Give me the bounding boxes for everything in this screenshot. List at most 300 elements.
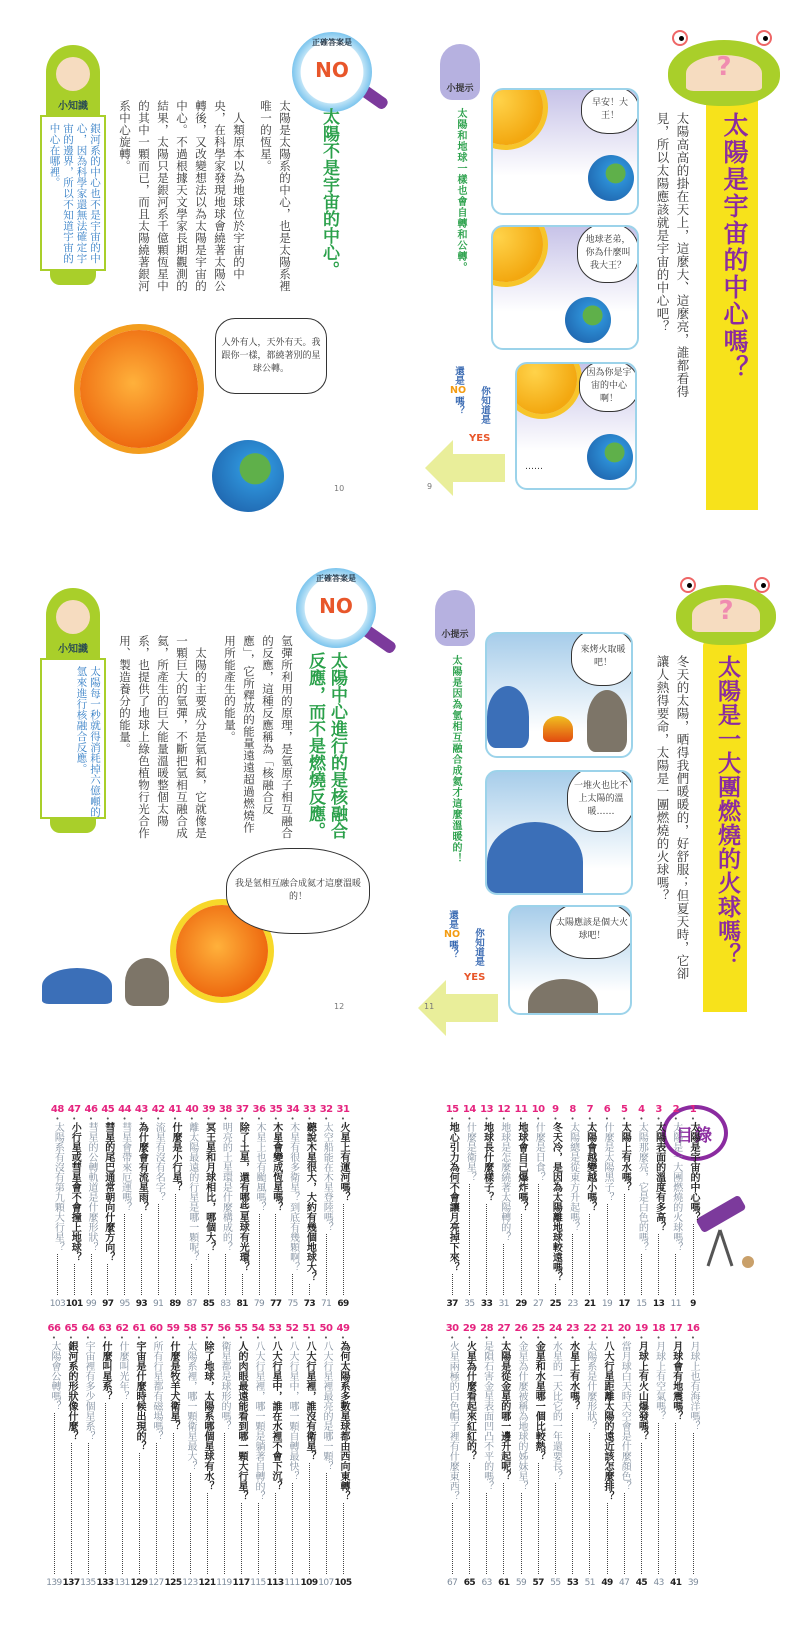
- toc-dotted-leader: [88, 1443, 89, 1574]
- toc-entry-page: 71: [321, 1299, 332, 1309]
- toc-dotted-leader: [589, 1214, 590, 1295]
- sun-speech-bubble: 我是氫相互融合成氦才這麼溫暖的！: [226, 848, 370, 934]
- toc-entry[interactable]: [582, 1323, 598, 1589]
- still-no-text-2: NO: [444, 929, 461, 940]
- toc-entry-number: 59: [166, 1323, 180, 1334]
- earth-character-icon: [565, 297, 611, 343]
- toc-entry-title: 太陽會越變越小嗎？: [584, 1122, 596, 1212]
- toc-entry-page: 73: [303, 1299, 316, 1309]
- toc-bullet: •: [484, 1334, 489, 1342]
- toc-bullet: •: [340, 1334, 346, 1342]
- answer-magnifier-icon: [292, 32, 372, 112]
- arrow-left-icon: [425, 440, 505, 496]
- toc-entry[interactable]: [633, 1104, 649, 1310]
- toc-entry-title: 金星為什麼被稱為地球的姊妹星？: [516, 1341, 527, 1491]
- toc-entry[interactable]: [114, 1323, 130, 1589]
- toc-dotted-leader: [105, 1403, 106, 1574]
- toc-entry-title: 衛星都是球形的嗎？: [219, 1341, 230, 1431]
- toc-dotted-leader: [122, 1403, 123, 1574]
- toc-entry-title: 離太陽最遠的行星是哪一顆呢？: [186, 1122, 198, 1262]
- sun-speech-bubble: 人外有人，天外有天。我跟你一樣，都繞著別的星球公轉。: [215, 318, 327, 394]
- toc-entry[interactable]: [633, 1323, 649, 1589]
- question-alien-icon: ?: [668, 40, 780, 106]
- toc-entry[interactable]: [199, 1323, 215, 1589]
- toc-entry-page: 131: [114, 1578, 130, 1588]
- toc-entry[interactable]: [616, 1104, 632, 1310]
- toc-entry[interactable]: [685, 1323, 701, 1589]
- toc-entry-title: 太陽表面的溫度有多高？: [653, 1122, 665, 1232]
- answer-title: 太陽不是宇宙的中心。: [319, 108, 339, 278]
- toc-entry[interactable]: [301, 1104, 317, 1310]
- toc-bullet: •: [604, 1334, 610, 1342]
- toc-dotted-leader: [74, 1264, 75, 1295]
- toc-entry-number: 56: [217, 1323, 231, 1334]
- toc-entry-page: 57: [532, 1578, 544, 1588]
- toc-bullet: •: [622, 1334, 627, 1342]
- toc-entry-page: 129: [130, 1578, 148, 1588]
- toc-entry[interactable]: [83, 1104, 99, 1310]
- toc-entry-number: 10: [531, 1104, 545, 1115]
- toc-entry-page: 77: [270, 1299, 282, 1309]
- toc-entry-page: 125: [164, 1578, 182, 1588]
- toc-entry-title: 太陽系有沒有第九顆大行星？: [52, 1122, 64, 1252]
- toc-dotted-leader: [141, 1214, 142, 1295]
- speech-bubble: 太陽應該是個大火球吧！: [550, 905, 632, 959]
- toc-entry[interactable]: [479, 1323, 495, 1589]
- toc-entry-title: 小行星或彗星會不會撞上地球？: [69, 1122, 81, 1262]
- toc-dotted-leader: [658, 1234, 659, 1295]
- toc-entry-page: 83: [220, 1299, 231, 1309]
- toc-entry-page: 37: [446, 1299, 458, 1309]
- toc-entry[interactable]: [530, 1323, 546, 1589]
- sun-character-icon: [491, 225, 543, 282]
- toc-entry[interactable]: [496, 1323, 512, 1589]
- toc-entry-page: 19: [601, 1299, 613, 1309]
- toc-entry-page: 43: [653, 1578, 664, 1588]
- toc-dotted-leader: [607, 1204, 608, 1295]
- toc-entry-page: 33: [480, 1299, 493, 1309]
- toc-entry[interactable]: [335, 1104, 351, 1310]
- toc-dotted-leader: [343, 1204, 344, 1295]
- toc-entry-number: 34: [286, 1104, 300, 1115]
- speech-bubble: 早安！大王！: [581, 88, 639, 134]
- toc-entry-page: 25: [549, 1299, 562, 1309]
- toc-bullet: •: [501, 1334, 506, 1342]
- toc-bullet: •: [290, 1115, 295, 1123]
- still-no-label: [450, 366, 466, 415]
- toc-entry-title: 八大行星中，誰在水裡不會下沉？: [270, 1341, 281, 1491]
- toc-entry-title: 宇宙是什麼時候出現的？: [134, 1341, 145, 1451]
- toc-entry[interactable]: [513, 1323, 529, 1589]
- toc-entry-title: 當月球白天時天空會是什麼顏色？: [619, 1341, 631, 1491]
- toc-bullet: •: [238, 1334, 244, 1342]
- toc-entry-number: 21: [600, 1323, 614, 1334]
- toc-entry-number: 53: [268, 1323, 282, 1334]
- toc-dotted-leader: [156, 1443, 157, 1574]
- comic-panel-2: [485, 770, 633, 895]
- toc-bullet: •: [172, 1115, 178, 1123]
- toc-bullet: •: [553, 1334, 558, 1342]
- toc-dotted-leader: [292, 1274, 293, 1295]
- know-yes-label: 你知道是: [479, 386, 490, 424]
- speech-bubble: 因為你是宇宙的中心啊！: [579, 362, 637, 412]
- toc-entry[interactable]: [182, 1323, 198, 1589]
- toc-entry-page: 93: [135, 1299, 148, 1309]
- toc-bullet: •: [102, 1334, 108, 1342]
- toc-entry[interactable]: [46, 1323, 62, 1589]
- toc-entry[interactable]: [318, 1104, 334, 1310]
- page-number: 12: [334, 1002, 345, 1011]
- seal-character-icon: [487, 686, 529, 748]
- toc-dotted-leader: [469, 1463, 470, 1574]
- toc-dotted-leader: [486, 1493, 487, 1574]
- toc-entry-number: 11: [514, 1104, 528, 1115]
- toc-entry[interactable]: [582, 1104, 598, 1310]
- toc-dotted-leader: [658, 1423, 659, 1574]
- toc-bullet: •: [639, 1115, 644, 1123]
- toc-bullet: •: [255, 1334, 261, 1342]
- penguin-character-icon: [125, 958, 169, 1006]
- toc-entry-number: 37: [235, 1104, 249, 1115]
- toc-entry-title: 月球會有地震嗎？: [670, 1341, 682, 1421]
- penguin-character-icon: [528, 979, 598, 1015]
- toc-entry-title: 火星上有運河嗎？: [338, 1122, 349, 1202]
- toc-entry-page: 69: [337, 1299, 349, 1309]
- toc-entry[interactable]: [250, 1323, 266, 1589]
- toc-entry-number: 63: [98, 1323, 112, 1334]
- toc-entry-number: 38: [218, 1104, 232, 1115]
- toc-entry[interactable]: [148, 1323, 164, 1589]
- toc-entry[interactable]: [668, 1323, 684, 1589]
- toc-dotted-leader: [190, 1473, 191, 1574]
- toc-entry[interactable]: [530, 1104, 546, 1310]
- toc-bullet: •: [122, 1115, 127, 1123]
- toc-entry-title: 木星上也有颱風嗎？: [254, 1122, 265, 1212]
- toc-entry-page: 127: [148, 1578, 164, 1588]
- toc-entry[interactable]: [461, 1104, 477, 1310]
- toc-entry-title: 太陽是從金星的哪一邊升起呢？: [498, 1341, 510, 1481]
- toc-entry-page: 75: [287, 1299, 298, 1309]
- toc-entry-page: 39: [687, 1578, 699, 1588]
- toc-dotted-leader: [191, 1264, 192, 1295]
- toc-dotted-leader: [292, 1483, 293, 1574]
- toc-entry-number: 9: [552, 1104, 559, 1115]
- toc-entry-title: 地心引力為何不會讓月亮掉下來？: [447, 1122, 459, 1272]
- toc-entry-page: 111: [284, 1578, 300, 1588]
- toc-entry[interactable]: [167, 1104, 183, 1310]
- toc-entry[interactable]: [547, 1323, 563, 1589]
- toc-entry[interactable]: [133, 1104, 149, 1310]
- toc-entry-title: 地球會自己爆炸嗎？: [516, 1122, 527, 1212]
- toc-entry[interactable]: [184, 1104, 200, 1310]
- toc-entry-page: 87: [186, 1299, 197, 1309]
- toc-dotted-leader: [224, 1433, 225, 1574]
- toc-entry[interactable]: [301, 1323, 317, 1589]
- toc-entry-page: 21: [584, 1299, 596, 1309]
- toc-dotted-leader: [572, 1234, 573, 1295]
- page-title: 太陽是一大團燃燒的火球嗎？: [714, 655, 740, 967]
- toc-entry[interactable]: [599, 1104, 615, 1310]
- toc-dotted-leader: [555, 1483, 556, 1574]
- toc-dotted-leader: [242, 1274, 243, 1295]
- toc-entry[interactable]: [63, 1323, 79, 1589]
- toc-entry-page: 109: [300, 1578, 318, 1588]
- toc-entry[interactable]: [461, 1323, 477, 1589]
- toc-entry[interactable]: [479, 1104, 495, 1310]
- toc-entry-number: 14: [462, 1104, 476, 1115]
- toc-entry-page: 107: [318, 1578, 334, 1588]
- toc-entry-page: 35: [464, 1299, 475, 1309]
- toc-entry-page: 115: [250, 1578, 266, 1588]
- toc-bullet: •: [536, 1115, 541, 1123]
- toc-entry-page: 27: [533, 1299, 544, 1309]
- toc-bullet: •: [604, 1115, 610, 1123]
- toc-entry-number: 20: [617, 1323, 631, 1334]
- know-yes-label: 你知道是: [473, 928, 484, 966]
- toc-dotted-leader: [71, 1443, 72, 1574]
- toc-entry-number: 39: [202, 1104, 216, 1115]
- toc-entry[interactable]: [217, 1104, 233, 1310]
- hint-label: 小提示: [441, 630, 469, 640]
- toc-entry[interactable]: [150, 1104, 166, 1310]
- toc-entry-title: 為何太陽系多數星球都由西向東轉？: [338, 1341, 349, 1501]
- toc-entry-page: 81: [236, 1299, 248, 1309]
- toc-dotted-leader: [225, 1254, 226, 1295]
- toc-entry-title: 流星有沒有名字？: [153, 1122, 165, 1202]
- toc-entry-number: 5: [620, 1104, 628, 1115]
- toc-dotted-leader: [555, 1284, 556, 1295]
- toc-entry-title: 人的肉眼最遠能看到哪一顆大行星？: [236, 1341, 247, 1501]
- toc-bullet: •: [206, 1115, 211, 1123]
- toc-entry-page: 29: [515, 1299, 527, 1309]
- toc-entry-title: 除了地球，太陽系哪個星球有水？: [202, 1341, 213, 1491]
- toc-entry[interactable]: [165, 1323, 181, 1589]
- toc-entry[interactable]: [335, 1323, 351, 1589]
- toc-entry-title: 彗星的尾巴通常朝向什麼方向？: [102, 1122, 114, 1262]
- toc-dotted-leader: [452, 1274, 453, 1295]
- toc-bullet: •: [323, 1334, 329, 1342]
- toc-entry-title: 明亮的土星環是什麼構成的？: [220, 1122, 232, 1252]
- sun-character-icon: [515, 362, 577, 414]
- toc-entry-number: 15: [445, 1104, 459, 1115]
- toc-entry[interactable]: [234, 1104, 250, 1310]
- toc-bullet: •: [307, 1115, 312, 1123]
- toc-entry-title: 銀河系的形狀像什麼？: [66, 1341, 77, 1441]
- toc-entry-title: 所有行星都有磁場嗎？: [151, 1341, 162, 1441]
- toc-entry[interactable]: [97, 1323, 113, 1589]
- toc-dotted-leader: [258, 1503, 259, 1574]
- toc-entry[interactable]: [651, 1323, 667, 1589]
- toc-entry-number: 12: [497, 1104, 511, 1115]
- toc-bullet: •: [587, 1115, 592, 1123]
- toc-bullet: •: [553, 1115, 558, 1123]
- toc-bullet: •: [273, 1115, 278, 1123]
- toc-entry[interactable]: [668, 1104, 684, 1310]
- toc-entry-page: 121: [198, 1578, 216, 1588]
- question-alien-icon: ?: [676, 585, 776, 645]
- speech-bubble: 地球老弟，你為什麼叫我大王？: [577, 225, 639, 283]
- intro-text: 太陽高高的掛在天上，這麼大、這麼亮，誰都看得見，所以太陽應該就是宇宙的中心吧？: [655, 112, 690, 398]
- toc-entry-number: 25: [531, 1323, 545, 1334]
- page-number: 11: [424, 1002, 435, 1011]
- toc-entry[interactable]: [616, 1323, 632, 1589]
- answer-value: NO: [319, 594, 353, 618]
- toc-bullet: •: [622, 1115, 627, 1123]
- toc-bullet: •: [51, 1334, 57, 1342]
- toc-dotted-leader: [521, 1493, 522, 1574]
- toc-entry-title: 宇宙裡有多少個星系？: [83, 1341, 94, 1441]
- sun-character-icon: [80, 330, 198, 448]
- toc-entry-page: 85: [202, 1299, 215, 1309]
- answer-magnifier-icon: [296, 568, 376, 648]
- toc-entry-page: 13: [652, 1299, 665, 1309]
- ellipsis-bubble: ……: [525, 462, 543, 472]
- toc-entry-number: 16: [686, 1323, 700, 1334]
- yes-text: YES: [464, 972, 486, 983]
- toc-entry[interactable]: [651, 1104, 667, 1310]
- toc-entry-page: 49: [601, 1578, 613, 1588]
- toc-dotted-leader: [469, 1184, 470, 1295]
- toc-entry-page: 123: [182, 1578, 198, 1588]
- toc-entry-title: 彗星會帶來厄運嗎？: [119, 1122, 131, 1212]
- toc-entry-number: 27: [497, 1323, 511, 1334]
- toc-entry[interactable]: [318, 1323, 334, 1589]
- toc-entry-title: 什麼是太陽黑子？: [602, 1122, 613, 1202]
- toc-entry[interactable]: [547, 1104, 563, 1310]
- toc-entry-number: 47: [67, 1104, 81, 1115]
- toc-entry-number: 60: [149, 1323, 163, 1334]
- toc-entry[interactable]: [599, 1323, 615, 1589]
- toc-entry-title: 月球上有火山爆發嗎？: [636, 1341, 648, 1441]
- toc-entry-title: 太陽是宇宙的中心嗎？: [688, 1122, 699, 1222]
- hint-text: 太陽和地球一樣也會自轉和公轉。: [455, 108, 466, 273]
- toc-entry-title: 火星兩極的白色帽子裡有什麼東西？: [447, 1341, 459, 1501]
- toc-bullet: •: [690, 1115, 696, 1123]
- toc-entry[interactable]: [513, 1104, 529, 1310]
- toc-entry-title: 地球是怎麼繞著太陽轉的？: [498, 1122, 510, 1242]
- toc-entry-page: 41: [670, 1578, 682, 1588]
- toc-entry-page: 45: [635, 1578, 648, 1588]
- body-paragraph-2: 人類原本以為地球位於宇宙的中央，在科學家發現地球會繞著太陽公轉後，又改變想法以為太陽是宇宙的中心。不過根據天文學家長期觀測的結果，太陽只是銀河系千億顆恆星中的其中一顆而已，而且太陽繞著銀河系中心旋轉。: [118, 100, 246, 292]
- toc-entry-number: 6: [603, 1104, 611, 1115]
- toc-bullet: •: [88, 1115, 94, 1123]
- toc-entry-page: 9: [690, 1299, 696, 1309]
- toc-entry-page: 17: [618, 1299, 630, 1309]
- knowledge-text: 太陽每一秒就得消耗掉六億噸的氫來進行核融合反應。: [75, 666, 101, 818]
- toc-entry-title: 太陽系是什麼形狀？: [584, 1341, 596, 1431]
- toc-entry-page: 91: [153, 1299, 164, 1309]
- toc-entry-title: 太陽系裡，哪一顆衛星最大？: [185, 1341, 196, 1471]
- toc-entry-number: 29: [462, 1323, 476, 1334]
- toc-entry-page: 99: [85, 1299, 97, 1309]
- comic-panel-3: [508, 905, 632, 1015]
- toc-entry[interactable]: [117, 1104, 133, 1310]
- toc-entry-number: 7: [586, 1104, 594, 1115]
- toc-entry-title: 什麼是衛星？: [464, 1122, 476, 1182]
- toc-dotted-leader: [607, 1503, 608, 1574]
- toc-entry[interactable]: [80, 1323, 96, 1589]
- toc-entry[interactable]: [685, 1104, 701, 1310]
- toc-dotted-leader: [91, 1254, 92, 1295]
- toc-entry[interactable]: [66, 1104, 82, 1310]
- toc-entry[interactable]: [565, 1104, 581, 1310]
- toc-entry[interactable]: [496, 1104, 512, 1310]
- toc-entry[interactable]: [201, 1104, 217, 1310]
- toc-entry[interactable]: [267, 1323, 283, 1589]
- toc-entry-page: 59: [515, 1578, 527, 1588]
- toc-entry[interactable]: [216, 1323, 232, 1589]
- toc-entry-page: 113: [266, 1578, 284, 1588]
- toc-entry-number: 62: [115, 1323, 129, 1334]
- page-number: 10: [334, 484, 345, 493]
- toc-bullet: •: [450, 1115, 455, 1123]
- toc-entry[interactable]: [285, 1104, 301, 1310]
- toc-entry[interactable]: [233, 1323, 249, 1589]
- toc-dotted-leader: [343, 1503, 344, 1574]
- toc-bullet: •: [156, 1115, 161, 1123]
- toc-bullet: •: [221, 1334, 227, 1342]
- toc-entry[interactable]: [444, 1104, 460, 1310]
- toc-entry[interactable]: [131, 1323, 147, 1589]
- toc-entry[interactable]: [284, 1323, 300, 1589]
- toc-entry-title: 聽說木星很大，大約有幾個地球大？: [304, 1122, 316, 1282]
- toc-entry-page: 67: [447, 1578, 458, 1588]
- toc-entry-number: 28: [480, 1323, 494, 1334]
- toc-bullet: •: [324, 1115, 329, 1123]
- toc-entry[interactable]: [49, 1104, 65, 1310]
- toc-dotted-leader: [521, 1214, 522, 1295]
- toc-entry[interactable]: [100, 1104, 116, 1310]
- toc-entry-title: 地球長什麼樣子？: [481, 1122, 493, 1202]
- toc-dotted-leader: [54, 1413, 55, 1574]
- toc-entry-title: 水星的一天比它的一年還要長？: [550, 1341, 562, 1481]
- toc-dotted-leader: [207, 1493, 208, 1574]
- toc-entry-number: 8: [569, 1104, 576, 1115]
- comic-panel-2: [491, 225, 639, 350]
- toc-entry-page: 15: [636, 1299, 647, 1309]
- toc-entry[interactable]: [268, 1104, 284, 1310]
- answer-value: NO: [315, 58, 349, 82]
- toc-entry-number: 19: [634, 1323, 648, 1334]
- toc-bullet: •: [189, 1115, 194, 1123]
- still-no-label: [444, 910, 460, 959]
- toc-entry-title: 彗星的公轉軌道是什麼形狀？: [86, 1122, 97, 1252]
- toc-dotted-leader: [107, 1264, 108, 1295]
- toc-bullet: •: [85, 1334, 91, 1342]
- yes-text: YES: [469, 433, 491, 444]
- toc-entry[interactable]: [444, 1323, 460, 1589]
- toc-bullet: •: [673, 1115, 678, 1123]
- toc-entry-title: 木星有很多衛星？到底有幾顆啊？: [287, 1122, 299, 1272]
- toc-entry-title: 火星為什麼看起來紅紅的？: [464, 1341, 476, 1461]
- toc-entry-title: 八大行星裡，誰沒有衛星？: [304, 1341, 315, 1461]
- toc-entry-number: 42: [151, 1104, 165, 1115]
- toc-entry-title: 月球上有空氣嗎？: [653, 1341, 665, 1421]
- toc-entry-number: 32: [319, 1104, 333, 1115]
- toc-entry-title: 太陽是一大團燃燒的火球嗎？: [670, 1122, 682, 1252]
- toc-dotted-leader: [259, 1214, 260, 1295]
- body-paragraph-2: 太陽的主要成分是氫和氦，它就像是一顆巨大的氫彈，不斷把氫相互融合成氦，所產生的巨大能量溫暖整個太陽系，也提供了地球上綠色植物行光合作用、製造養分的能量。: [118, 635, 208, 839]
- toc-entry[interactable]: [251, 1104, 267, 1310]
- hint-character-icon: [440, 44, 480, 100]
- toc-entry-number: 50: [319, 1323, 333, 1334]
- toc-bullet: •: [536, 1334, 541, 1342]
- toc-dotted-leader: [572, 1413, 573, 1574]
- earth-character-icon: [588, 155, 634, 201]
- toc-entry[interactable]: [565, 1323, 581, 1589]
- toc-dotted-leader: [503, 1244, 504, 1295]
- still-no-text-3: 嗎？: [453, 396, 465, 415]
